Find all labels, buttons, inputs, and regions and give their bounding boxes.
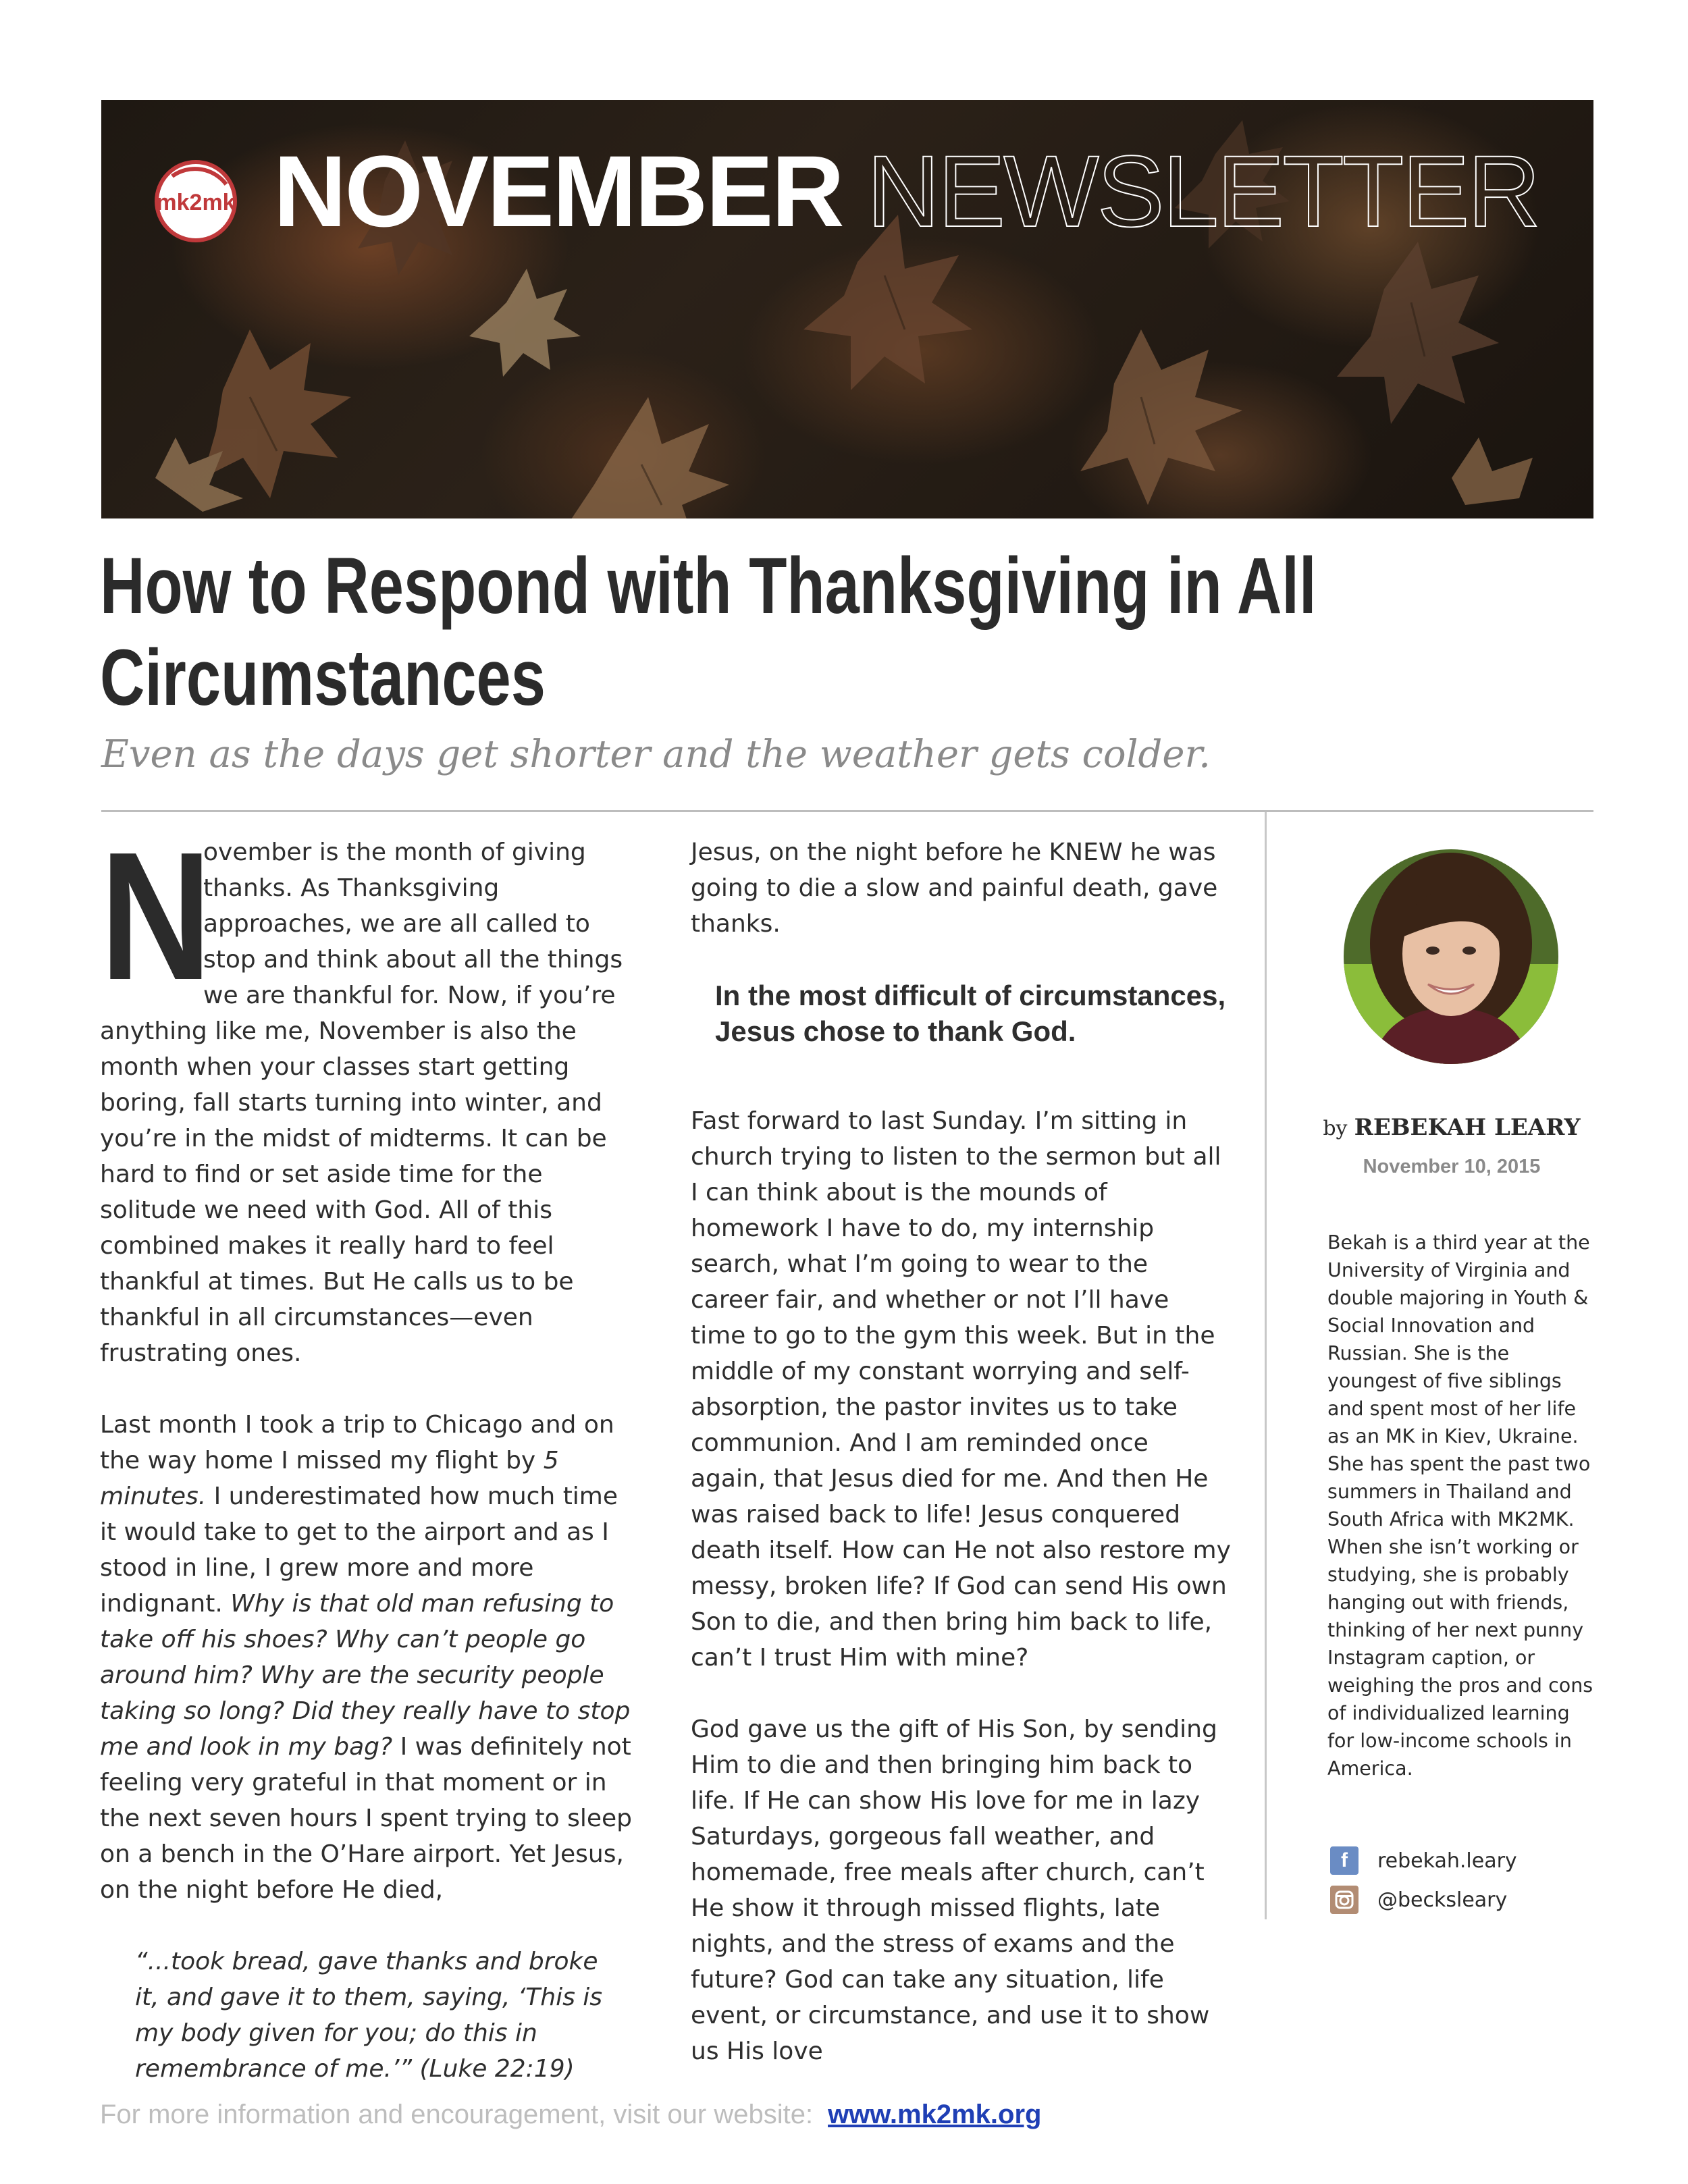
publish-date: November 10, 2015 (1363, 1156, 1541, 1177)
author-name: REBEKAH LEARY (1354, 1114, 1581, 1141)
website-link[interactable]: www.mk2mk.org (828, 2100, 1042, 2129)
article-subtitle: Even as the days get shorter and the weather gets colder. (101, 733, 1211, 776)
facebook-link[interactable] (1330, 1846, 1517, 1875)
scripture-quote-text: “...took bread, gave thanks and broke it, and gave it to them, saying, ‘This is my body given for you; do this in remembrance of me.’” (135, 1948, 603, 2083)
vertical-divider (1265, 812, 1267, 1919)
instagram-link[interactable] (1330, 1886, 1507, 1914)
paragraph-2-text-c: I was definitely not feeling very grateful in that moment or in the next seven hours I spent trying to sleep on a bench in the O’Hare airport. Yet Jesus, on the night before He died, (100, 1733, 633, 1904)
newsletter-title (273, 134, 1539, 248)
paragraph-2-emphasis-1: 5 minutes. (100, 1447, 559, 1510)
facebook-handle[interactable]: rebekah.leary (1377, 1848, 1517, 1873)
paragraph-4: Fast forward to last Sunday. I’m sitting in church trying to listen to the sermon but all I can think about is the mounds of homework I have to do, my internship search, what I’m going to wear to the career fair, and whether or not I’ll have time to go to the gym this week. But in the middle of my constant worrying and self-absorption, the pastor invites us to take communion. And I am reminded once again, that Jesus died for me. And then He was raised back to life! Jesus conquered death itself. How can He not also restore my messy, broken life? If God can send His own Son to die, and then bring him back to life, can’t I trust Him with mine? (691, 1107, 1231, 1672)
scripture-reference: (Luke 22:19) (412, 2055, 575, 2083)
header-banner (101, 100, 1593, 518)
author-byline (1283, 1114, 1620, 1141)
svg-text:mk2mk: mk2mk (156, 190, 236, 215)
author-bio: Bekah is a third year at the University of Virginia and double majoring in Youth & Social Innovation and Russian. She is the youngest of five siblings and spent most of her life as an MK in Kiev, Ukraine. She has spent the past two summers in Thailand and South Africa with MK2MK. When she isn’t working or studying, she is probably hanging out with friends, thinking of her next punny Instagram caption, or weighing the pros and cons of individualized learning for low-income schools in America. (1327, 1231, 1593, 1780)
byline-prefix: by (1323, 1117, 1348, 1140)
scripture-quote (135, 1944, 613, 2087)
paragraph-2-text-b: I underestimated how much time it would take to get to the airport and as I stood in line, I grew more and more indignant. (100, 1483, 618, 1618)
paragraph-1 (100, 815, 640, 1371)
author-avatar (1344, 849, 1558, 1064)
paragraph-2 (100, 1407, 640, 1908)
mk2mk-logo (152, 157, 240, 245)
paragraph-1-text: ovember is the month of giving thanks. As Thanksgiving approaches, we are all called to stop and think about all the things we are thankful for. Now, if you’re anything like me, November is also the month when your classes start getting boring, fall starts turning into winter, and you’re in the midst of midterms. It can be hard to find or set aside time for the solitude we need with God. All of this combined makes it really hard to feel thankful at times. But He calls us to be thankful in all circumstances—even frustrating ones. (100, 838, 623, 1367)
paragraph-3: Jesus, on the night before he KNEW he was going to die a slow and painful death, gave thanks. (691, 838, 1218, 938)
title-november: NOVEMBER (273, 134, 843, 248)
paragraph-5: God gave us the gift of His Son, by sending Him to die and then bringing him back to life. If He can show His love for me in lazy Saturdays, gorgeous fall weather, and homemade, free meals after church, can’t He show it through missed flights, late nights, and the stress of exams and the future? God can take any situation, life event, or circumstance, and use it to show us His love (691, 1715, 1217, 2065)
article-column-2 (691, 834, 1231, 2105)
footer-text: For more information and encouragement, visit our website: (100, 2100, 814, 2129)
horizontal-divider (101, 810, 1593, 812)
headline-line-1: How to Respond with Thanksgiving in All (100, 541, 1317, 631)
instagram-handle[interactable]: @becksleary (1377, 1888, 1508, 1912)
drop-cap: N (100, 815, 212, 1018)
paragraph-2-emphasis-2: Why is that old man refusing to take off his shoes? Why can’t people go around him? Why are the security people taking so long? Did they really have to stop me and look in my bag? (100, 1590, 631, 1761)
article-headline (100, 540, 1522, 724)
article-column-1 (100, 815, 640, 2087)
headline-line-2: Circumstances (100, 633, 546, 722)
title-newsletter: NEWSLETTER (866, 134, 1539, 248)
footer (100, 2100, 1041, 2130)
pull-quote: In the most difficult of circumstances, Jesus chose to thank God. (715, 980, 1226, 1047)
facebook-icon: f (1330, 1846, 1359, 1875)
paragraph-2-text-a: Last month I took a trip to Chicago and on the way home I missed my flight by (100, 1411, 614, 1474)
instagram-icon (1330, 1886, 1359, 1914)
